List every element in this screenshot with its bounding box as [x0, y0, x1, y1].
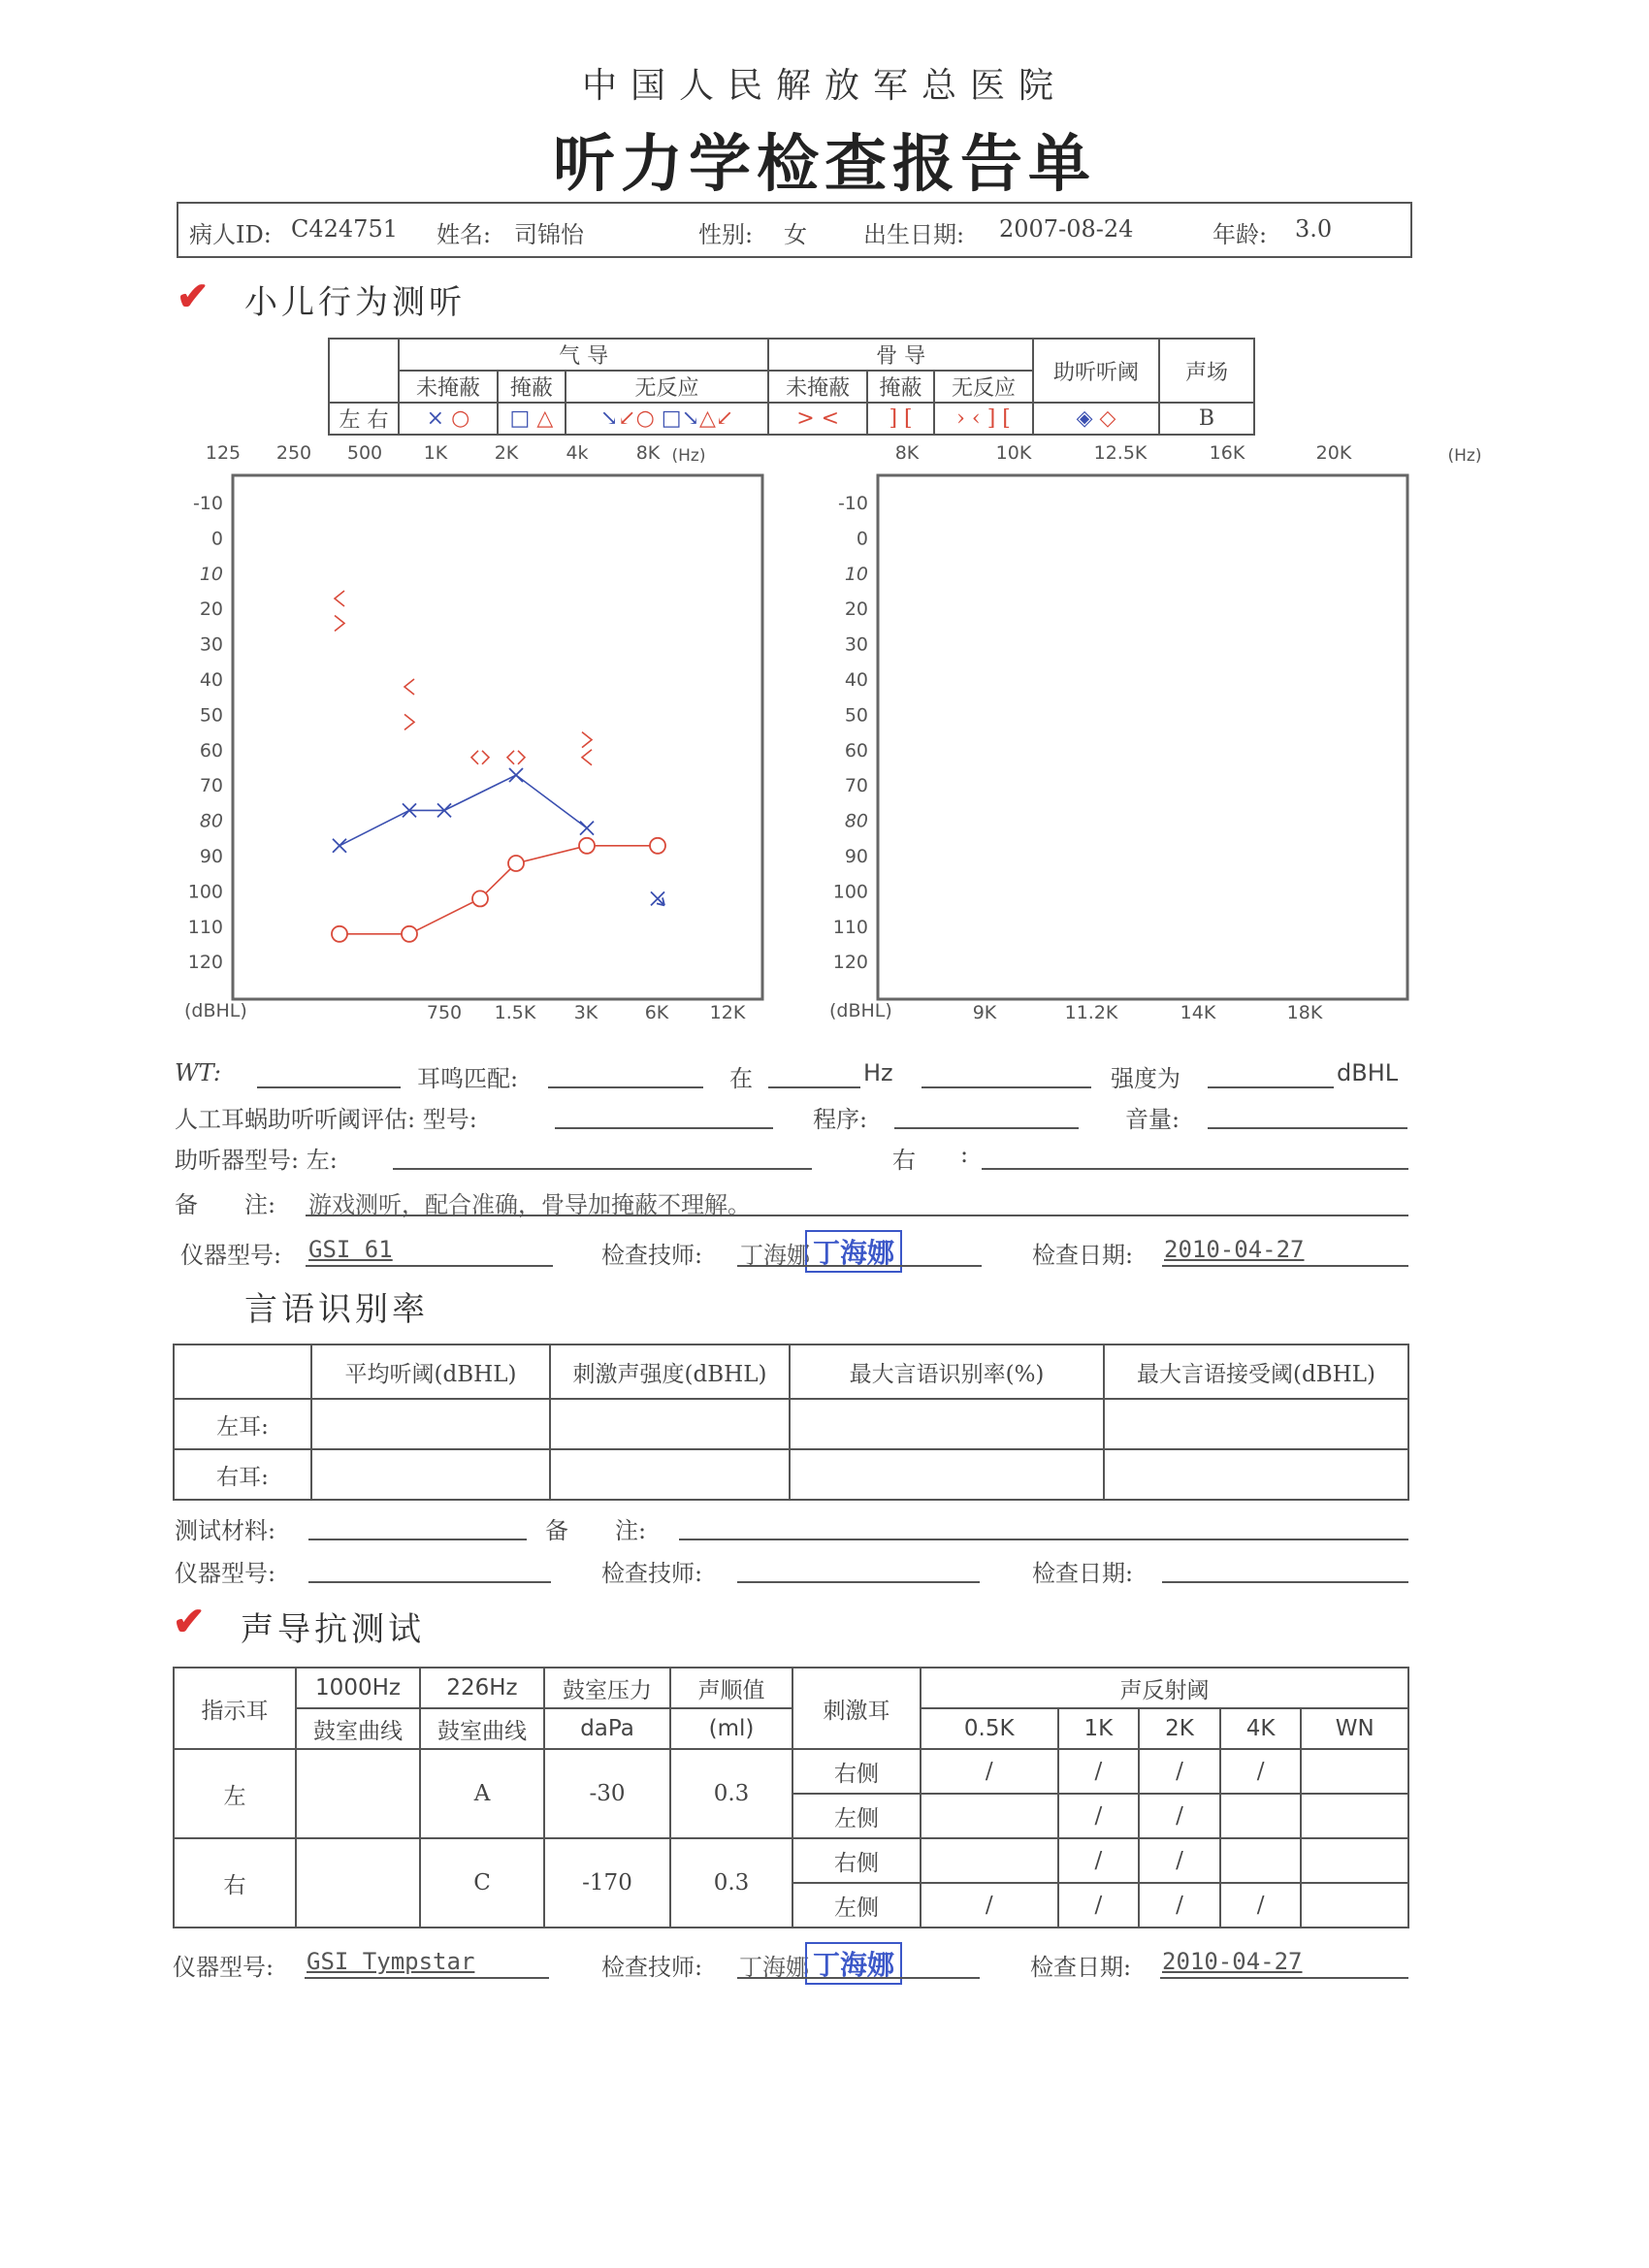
- patient-sex: 女: [784, 221, 807, 248]
- speech-left-rec[interactable]: [790, 1399, 1104, 1449]
- device-value-1: GSI 61: [308, 1236, 393, 1263]
- symbol-legend: [328, 338, 1255, 436]
- volume-field[interactable]: [1208, 1127, 1407, 1129]
- y-tick-label: 50: [199, 704, 223, 727]
- speech-right-stim[interactable]: [550, 1449, 790, 1500]
- y-tick-label: 40: [199, 669, 223, 691]
- audiogram-high-frame: [878, 475, 1407, 999]
- h-reflex-05k: 0.5K: [921, 1708, 1058, 1749]
- right-air-o-point: [332, 926, 347, 942]
- device-field-2[interactable]: [308, 1581, 551, 1583]
- reflex-cell: [1220, 1838, 1302, 1883]
- right-bone-point: [335, 591, 344, 606]
- ha-left-field[interactable]: [393, 1168, 812, 1170]
- reflex-cell: /: [921, 1749, 1058, 1794]
- tech-label-2: 检查技师:: [601, 1560, 703, 1587]
- x-bottom-tick-label: 11.2K: [1064, 1002, 1118, 1023]
- h-reflex-wn: WN: [1301, 1708, 1408, 1749]
- reflex-cell: [1301, 1838, 1408, 1883]
- speech-left-avg[interactable]: [311, 1399, 550, 1449]
- speech-header-max-rec: 最大言语识别率(%): [790, 1345, 1104, 1399]
- audiogram-high: [810, 441, 1482, 1033]
- air-left-mnr-icon: □↘: [661, 406, 700, 431]
- h-226: 226Hz: [420, 1668, 544, 1708]
- check-icon-2: ✔: [173, 1599, 206, 1644]
- h-reflex-4k: 4K: [1220, 1708, 1302, 1749]
- hz-label: Hz: [863, 1059, 893, 1086]
- y-tick-label: 60: [844, 739, 868, 761]
- left-comp: 0.3: [670, 1749, 792, 1838]
- legend-air-unmasked: 未掩蔽: [399, 371, 498, 403]
- reflex-cell: /: [1139, 1794, 1220, 1838]
- speech-header-max-thr: 最大言语接受阈(dBHL): [1104, 1345, 1408, 1399]
- right-press: -170: [544, 1838, 670, 1928]
- air-right-nr-icon: ↙○: [618, 406, 655, 431]
- legend-air: 气 导: [399, 339, 768, 371]
- right-air-o-point: [402, 926, 417, 942]
- date-value-3: 2010-04-27: [1162, 1948, 1303, 1975]
- legend-air-um-symbols: [399, 403, 498, 435]
- y-tick-label: 10: [844, 563, 868, 585]
- right-comp: 0.3: [670, 1838, 792, 1928]
- tech-field-2[interactable]: [737, 1581, 980, 1583]
- aided-right-icon: ◇: [1099, 406, 1116, 431]
- legend-air-masked: 掩蔽: [498, 371, 566, 403]
- y-tick-label: 110: [832, 916, 868, 938]
- left-stim-left: 左侧: [792, 1794, 921, 1838]
- h-compb: (ml): [670, 1708, 792, 1749]
- reflex-cell: /: [1220, 1749, 1302, 1794]
- reflex-cell: /: [1058, 1838, 1140, 1883]
- legend-air-nr: 无反应: [566, 371, 768, 403]
- series-line: [340, 846, 658, 934]
- patient-dob: 2007-08-24: [999, 215, 1134, 243]
- dbhl-label: dBHL: [1337, 1059, 1399, 1086]
- left-air-x-point: [333, 839, 346, 853]
- reflex-cell: [1220, 1794, 1302, 1838]
- match-label: 耳鸣匹配:: [417, 1065, 519, 1092]
- right-air-o-point: [650, 838, 665, 854]
- y-tick-label: 110: [187, 916, 223, 938]
- audiogram-high-marks: [829, 442, 1481, 1023]
- bone-m-icon: ] [: [867, 403, 934, 435]
- material-field[interactable]: [308, 1539, 527, 1540]
- device-line-3: [305, 1977, 549, 1979]
- reflex-cell: [1301, 1883, 1408, 1928]
- h-reflex-2k: 2K: [1139, 1708, 1220, 1749]
- date-label-1: 检查日期:: [1032, 1242, 1134, 1269]
- h-stim: 刺激耳: [792, 1668, 921, 1749]
- right-bone-point: [404, 679, 414, 695]
- hz-field[interactable]: [768, 1086, 860, 1088]
- y-tick-label: 80: [844, 810, 868, 832]
- h-reflex: 声反射阈: [921, 1668, 1408, 1708]
- legend-left-right: 左 右: [329, 403, 399, 435]
- device-label-2: 仪器型号:: [175, 1560, 276, 1587]
- intensity-field[interactable]: [1208, 1086, 1334, 1088]
- tech-label-1: 检查技师:: [601, 1242, 703, 1269]
- x-bottom-tick-label: 9K: [972, 1002, 997, 1023]
- at-label: 在: [729, 1065, 753, 1092]
- right-1000-curve: [296, 1838, 420, 1928]
- reflex-cell: [921, 1794, 1058, 1838]
- y-tick-label: 120: [832, 952, 868, 974]
- speech-table: [173, 1344, 1409, 1501]
- tech-stamp-1: 丁海娜: [805, 1230, 902, 1273]
- h-reflex-1k: 1K: [1058, 1708, 1140, 1749]
- bone-both-point: [507, 751, 525, 764]
- speech-left-label: 左耳:: [174, 1399, 311, 1449]
- reflex-cell: /: [1058, 1749, 1140, 1794]
- left-air-x-point: [509, 768, 523, 782]
- h-ear: 指示耳: [174, 1668, 296, 1749]
- intensity-label: 强度为: [1111, 1065, 1180, 1092]
- x-top-tick-label: 12.5K: [1093, 442, 1148, 464]
- y-tick-label: 0: [210, 528, 223, 550]
- reflex-cell: [1301, 1749, 1408, 1794]
- y-tick-label: 0: [856, 528, 868, 550]
- y-unit-label: (dBHL): [829, 1000, 892, 1021]
- h-226b: 鼓室曲线: [420, 1708, 544, 1749]
- air-right-mnr-icon: △↙: [699, 406, 734, 431]
- right-air-o-point: [508, 856, 524, 871]
- speech-header-stim: 刺激声强度(dBHL): [550, 1345, 790, 1399]
- tympanometry-table: [173, 1667, 1409, 1928]
- speech-right-avg[interactable]: [311, 1449, 550, 1500]
- tech-value-3: 丁海娜: [739, 1954, 809, 1981]
- x-top-tick-label: 8K: [894, 442, 920, 464]
- tech-line-3: [737, 1977, 980, 1979]
- y-tick-label: 50: [844, 704, 868, 727]
- legend-bone-masked: 掩蔽: [867, 371, 934, 403]
- x-top-tick-label: 8K: [635, 442, 661, 464]
- ha-model-label: 助听器型号: 左:: [175, 1147, 338, 1174]
- tech-stamp-3: 丁海娜: [805, 1942, 902, 1985]
- air-right-triangle-icon: △: [536, 406, 554, 431]
- device-label-1: 仪器型号:: [180, 1242, 282, 1269]
- bone-both-point: [471, 751, 489, 764]
- wt-field[interactable]: [257, 1086, 401, 1088]
- x-unit-label: (Hz): [671, 446, 706, 466]
- x-top-tick-label: 16K: [1209, 442, 1245, 464]
- section2-title: 言语识别率: [244, 1290, 429, 1329]
- ha-right-field[interactable]: [982, 1168, 1408, 1170]
- legend-aided-symbols: [1033, 403, 1159, 435]
- reflex-cell: [1301, 1794, 1408, 1838]
- bone-um-icon: > <: [768, 403, 867, 435]
- x-top-tick-label: 250: [275, 442, 312, 464]
- x-top-tick-label: 20K: [1315, 442, 1352, 464]
- section3-title: 声导抗测试: [241, 1610, 425, 1649]
- series-line: [340, 775, 587, 846]
- patient-id-label: 病人ID:: [189, 221, 272, 248]
- ci-eval-label: 人工耳蜗助听听阈评估: 型号:: [175, 1106, 477, 1133]
- reflex-cell: /: [921, 1883, 1058, 1928]
- legend-aided: 助听听阈: [1033, 339, 1159, 403]
- air-left-square-icon: □: [509, 406, 531, 431]
- y-tick-label: -10: [192, 493, 223, 514]
- h-press: 鼓室压力: [544, 1668, 670, 1708]
- speech-right-label: 右耳:: [174, 1449, 311, 1500]
- speech-right-thr[interactable]: [1104, 1449, 1408, 1500]
- right-ear-label: 右: [174, 1838, 296, 1928]
- freq-field[interactable]: [922, 1086, 1091, 1088]
- x-bottom-tick-label: 750: [426, 1002, 463, 1023]
- remark-line: [306, 1215, 1408, 1216]
- x-bottom-tick-label: 18K: [1286, 1002, 1323, 1023]
- air-left-x-icon: ×: [426, 406, 445, 431]
- date-line-1: [1162, 1265, 1408, 1267]
- right-air-o-point: [579, 838, 595, 854]
- h-comp: 声顺值: [670, 1668, 792, 1708]
- right-bone-point: [582, 750, 592, 765]
- reflex-cell: /: [1058, 1883, 1140, 1928]
- right-stim-right: 右侧: [792, 1838, 921, 1883]
- legend-bone-nr-symbols: [934, 403, 1033, 435]
- left-air-nr-point: [651, 891, 664, 905]
- bone-nr-icon: › ‹: [956, 406, 981, 431]
- legend-sf-symbol: B: [1159, 403, 1254, 435]
- h-1000b: 鼓室曲线: [296, 1708, 420, 1749]
- x-top-tick-label: 125: [205, 442, 242, 464]
- h-pressb: daPa: [544, 1708, 670, 1749]
- right-stim-left: 左侧: [792, 1883, 921, 1928]
- y-tick-label: 30: [844, 633, 868, 656]
- date-line-3: [1160, 1977, 1408, 1979]
- remark-label-2: 备 注:: [545, 1517, 647, 1544]
- aided-left-icon: ◈: [1076, 406, 1093, 431]
- patient-name-label: 姓名:: [436, 221, 492, 248]
- device-line-1: [306, 1265, 553, 1267]
- match-field[interactable]: [548, 1086, 703, 1088]
- y-tick-label: 100: [832, 881, 868, 903]
- tech-line-1: [737, 1265, 982, 1267]
- date-field-2[interactable]: [1162, 1581, 1408, 1583]
- h-1000: 1000Hz: [296, 1668, 420, 1708]
- y-tick-label: 70: [844, 775, 868, 797]
- x-top-tick-label: 10K: [995, 442, 1032, 464]
- patient-sex-label: 性别:: [698, 221, 754, 248]
- x-bottom-tick-label: 3K: [573, 1002, 598, 1023]
- remark-label: 备 注:: [175, 1191, 276, 1218]
- ci-model-field[interactable]: [555, 1127, 773, 1129]
- section1-title: 小儿行为测听: [244, 283, 466, 322]
- y-tick-label: 30: [199, 633, 223, 656]
- x-bottom-tick-label: 14K: [1180, 1002, 1216, 1023]
- patient-id: C424751: [291, 215, 398, 243]
- y-tick-label: 70: [199, 775, 223, 797]
- y-tick-label: 120: [187, 952, 223, 974]
- patient-age-label: 年龄:: [1212, 221, 1268, 248]
- left-press: -30: [544, 1749, 670, 1838]
- speech-header-avg: 平均听阈(dBHL): [311, 1345, 550, 1399]
- left-bone-point: [582, 732, 592, 748]
- material-label: 测试材料:: [175, 1517, 276, 1544]
- y-tick-label: 20: [199, 599, 223, 621]
- program-field[interactable]: [894, 1127, 1079, 1129]
- x-top-tick-label: 500: [346, 442, 383, 464]
- ha-right-label: 右: [892, 1147, 916, 1174]
- reflex-cell: /: [1139, 1883, 1220, 1928]
- date-label-2: 检查日期:: [1032, 1560, 1134, 1587]
- x-bottom-tick-label: 1.5K: [494, 1002, 536, 1023]
- speech-left-thr[interactable]: [1104, 1399, 1408, 1449]
- reflex-cell: /: [1139, 1838, 1220, 1883]
- x-unit-label: (Hz): [1447, 446, 1482, 466]
- y-tick-label: 80: [199, 810, 223, 832]
- check-icon: ✔: [177, 274, 210, 319]
- hospital-name: 中国人民解放军总医院: [581, 66, 1067, 106]
- right-226-type: C: [420, 1838, 544, 1928]
- left-bone-point: [335, 615, 344, 631]
- y-tick-label: 60: [199, 739, 223, 761]
- x-bottom-tick-label: 6K: [644, 1002, 669, 1023]
- x-top-tick-label: 4k: [566, 442, 589, 464]
- audiogram-main-marks: [184, 442, 746, 1023]
- date-label-3: 检查日期:: [1030, 1954, 1132, 1981]
- y-tick-label: -10: [837, 493, 868, 514]
- y-tick-label: 90: [844, 846, 868, 867]
- patient-name: 司锦怡: [514, 221, 584, 248]
- audiogram-main: [165, 441, 805, 1033]
- reflex-cell: /: [1139, 1749, 1220, 1794]
- speech-right-rec[interactable]: [790, 1449, 1104, 1500]
- tech-value-1: 丁海娜: [740, 1242, 810, 1269]
- y-tick-label: 90: [199, 846, 223, 867]
- left-1000-curve: [296, 1749, 420, 1838]
- air-right-o-icon: ○: [451, 406, 470, 431]
- speech-left-stim[interactable]: [550, 1399, 790, 1449]
- tech-label-3: 检查技师:: [601, 1954, 703, 1981]
- reflex-cell: [921, 1838, 1058, 1883]
- y-tick-label: 100: [187, 881, 223, 903]
- date-value-1: 2010-04-27: [1164, 1236, 1305, 1263]
- reflex-cell: /: [1220, 1883, 1302, 1928]
- left-stim-right: 右侧: [792, 1749, 921, 1794]
- ha-right-colon: :: [960, 1141, 969, 1168]
- device-label-3: 仪器型号:: [173, 1954, 275, 1981]
- patient-age: 3.0: [1295, 215, 1333, 243]
- y-tick-label: 40: [844, 669, 868, 691]
- left-ear-label: 左: [174, 1749, 296, 1838]
- y-tick-label: 20: [844, 599, 868, 621]
- right-air-o-point: [472, 891, 488, 906]
- left-226-type: A: [420, 1749, 544, 1838]
- x-top-tick-label: 2K: [494, 442, 519, 464]
- legend-air-m-symbols: [498, 403, 566, 435]
- bone-mnr-icon: ] [: [986, 406, 1011, 431]
- left-bone-point: [404, 714, 414, 729]
- legend-blank: [329, 339, 399, 403]
- reflex-cell: /: [1058, 1794, 1140, 1838]
- left-air-x-point: [580, 822, 594, 835]
- legend-bone-unmasked: 未掩蔽: [768, 371, 867, 403]
- y-tick-label: 10: [199, 563, 223, 585]
- wt-label: WT:: [175, 1059, 221, 1086]
- device-value-3: GSI Tympstar: [307, 1948, 475, 1975]
- remark-field-2[interactable]: [679, 1539, 1408, 1540]
- remark-text: 游戏测听，配合准确，骨导加掩蔽不理解。: [308, 1191, 751, 1218]
- patient-dob-label: 出生日期:: [863, 221, 965, 248]
- air-left-nr-icon: ↘: [599, 406, 619, 431]
- audiogram-main-frame: [233, 475, 762, 999]
- volume-label: 音量:: [1125, 1106, 1180, 1133]
- legend-air-nr-symbols: [566, 403, 768, 435]
- legend-bone: 骨 导: [768, 339, 1033, 371]
- program-label: 程序:: [813, 1106, 868, 1133]
- x-bottom-tick-label: 12K: [709, 1002, 746, 1023]
- legend-bone-nr: 无反应: [934, 371, 1033, 403]
- legend-soundfield: 声场: [1159, 339, 1254, 403]
- x-top-tick-label: 1K: [423, 442, 448, 464]
- report-title: 听力学检查报告单: [553, 128, 1096, 201]
- speech-header-blank: [174, 1345, 311, 1399]
- y-unit-label: (dBHL): [184, 1000, 247, 1021]
